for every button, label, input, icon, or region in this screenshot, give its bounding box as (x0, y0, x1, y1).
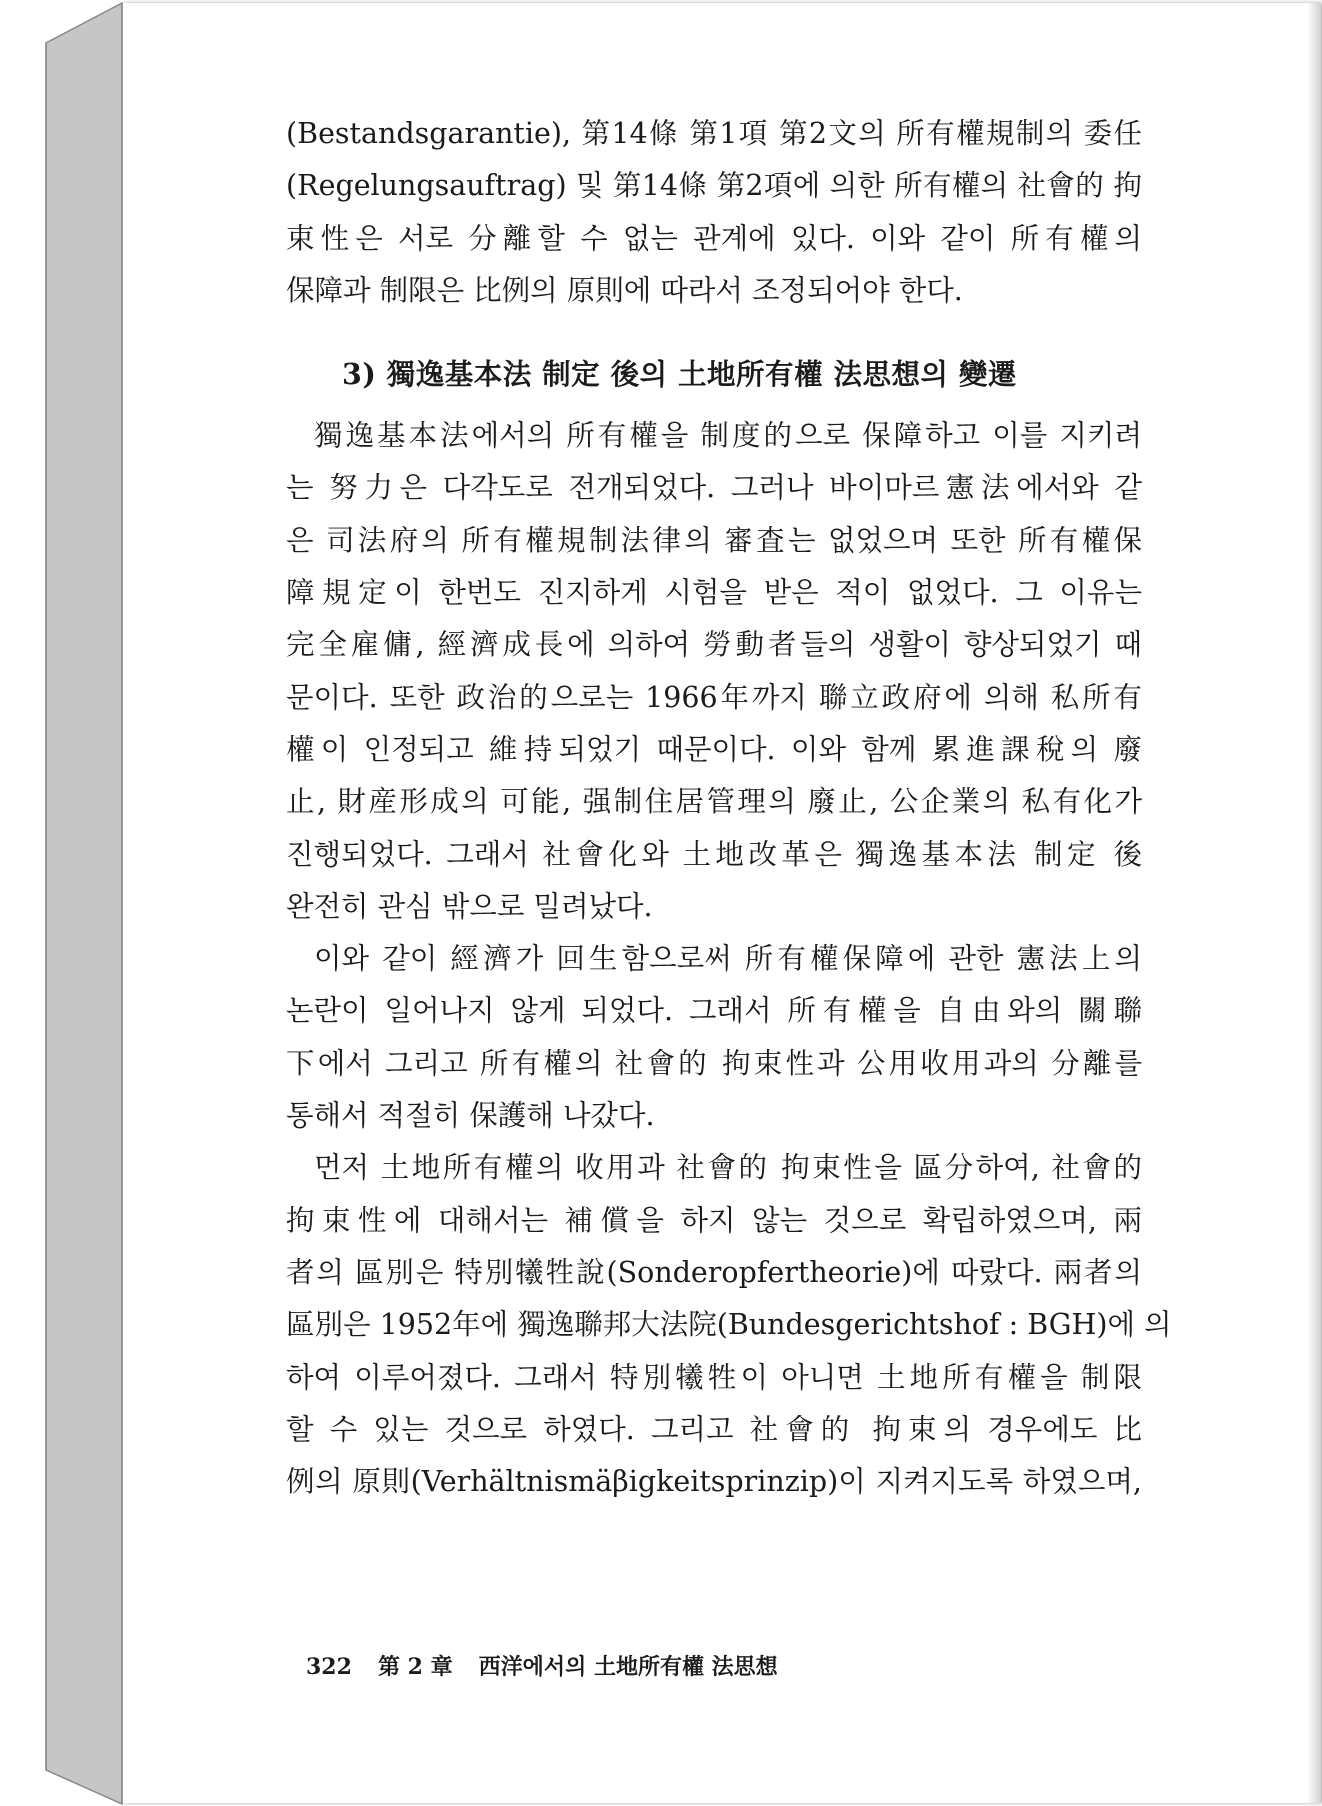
text-line: (Regelungsauftrag) 및 第14條 第2項에 의한 所有權의 社會的 拘 (286, 169, 1142, 203)
text-line: 拘束性에 대해서는 補償을 하지 않는 것으로 확립하였으며, 兩 (286, 1203, 1142, 1237)
text-line: 止, 財産形成의 可能, 强制住居管理의 廢止, 公企業의 私有化가 (286, 785, 1142, 819)
text-line: 獨逸基本法에서의 所有權을 制度的으로 保障하고 이를 지키려 (314, 419, 1142, 453)
text-line: 완전히 관심 밖으로 밀려났다. (286, 889, 653, 923)
text-line: 는 努力은 다각도로 전개되었다. 그러나 바이마르憲法에서와 같 (286, 471, 1142, 505)
text-line: 區別은 1952年에 獨逸聯邦大法院(Bundesgerichtshof : BGH)에 의 (286, 1308, 1172, 1342)
text-line: (Bestandsgarantie), 第14條 第1項 第2文의 所有權規制의 委任 (286, 117, 1142, 150)
page-edge-shadow (1307, 3, 1321, 1803)
chapter-title: 西洋에서의 土地所有權 法思想 (478, 1654, 778, 1680)
text-line: 保障과 制限은 比例의 原則에 따라서 조정되어야 한다. (286, 273, 963, 307)
text-line: 權이 인정되고 維持되었기 때문이다. 이와 함께 累進課稅의 廢 (286, 732, 1142, 766)
paragraph-3 (286, 1142, 1172, 1508)
text-line: 문이다. 또한 政治的으로는 1966年까지 聯立政府에 의해 私所有 (286, 680, 1142, 714)
chapter-number: 第 2 章 (377, 1654, 453, 1680)
running-footer (306, 1650, 804, 1681)
section-gap (286, 317, 1142, 348)
text-line: 例의 原則(Verhältnismäβigkeitsprinzip)이 지켜지도록 하였으며, (286, 1465, 1142, 1499)
text-line: 完全雇傭, 經濟成長에 의하여 勞動者들의 생활이 향상되었기 때 (286, 628, 1142, 662)
text-line: 束性은 서로 分離할 수 없는 관계에 있다. 이와 같이 所有權의 (286, 221, 1142, 255)
text-line: 하여 이루어졌다. 그래서 特別犧牲이 아니면 土地所有權을 制限 (286, 1360, 1142, 1394)
section-heading: 3) 獨逸基本法 制定 後의 土地所有權 法思想의 變遷 (342, 357, 1017, 392)
page-body (286, 108, 1172, 1508)
text-line: 下에서 그리고 所有權의 社會的 拘束性과 公用收用과의 分離를 (286, 1046, 1142, 1080)
intro-paragraph (286, 108, 1142, 317)
text-line: 이와 같이 經濟가 回生함으로써 所有權保障에 관한 憲法上의 (314, 942, 1142, 976)
paragraph-1 (286, 410, 1142, 933)
text-line: 진행되었다. 그래서 社會化와 土地改革은 獨逸基本法 制定 後 (286, 837, 1142, 871)
text-line: 논란이 일어나지 않게 되었다. 그래서 所有權을 自由와의 關聯 (286, 994, 1142, 1028)
text-line: 者의 區別은 特別犧牲說(Sonderopfertheorie)에 따랐다. 兩者의 (286, 1255, 1142, 1289)
text-line: 은 司法府의 所有權規制法律의 審査는 없었으며 또한 所有權保 (286, 523, 1142, 557)
text-line: 통해서 적절히 保護해 나갔다. (286, 1099, 655, 1133)
text-line: 먼저 土地所有權의 收用과 社會的 拘束性을 區分하여, 社會的 (314, 1151, 1142, 1185)
page-number: 322 (306, 1654, 352, 1680)
text-line: 障規定이 한번도 진지하게 시험을 받은 적이 없었다. 그 이유는 (286, 576, 1142, 610)
paragraph-2 (286, 933, 1142, 1142)
text-line: 할 수 있는 것으로 하였다. 그리고 社會的 拘束의 경우에도 比 (286, 1412, 1142, 1446)
